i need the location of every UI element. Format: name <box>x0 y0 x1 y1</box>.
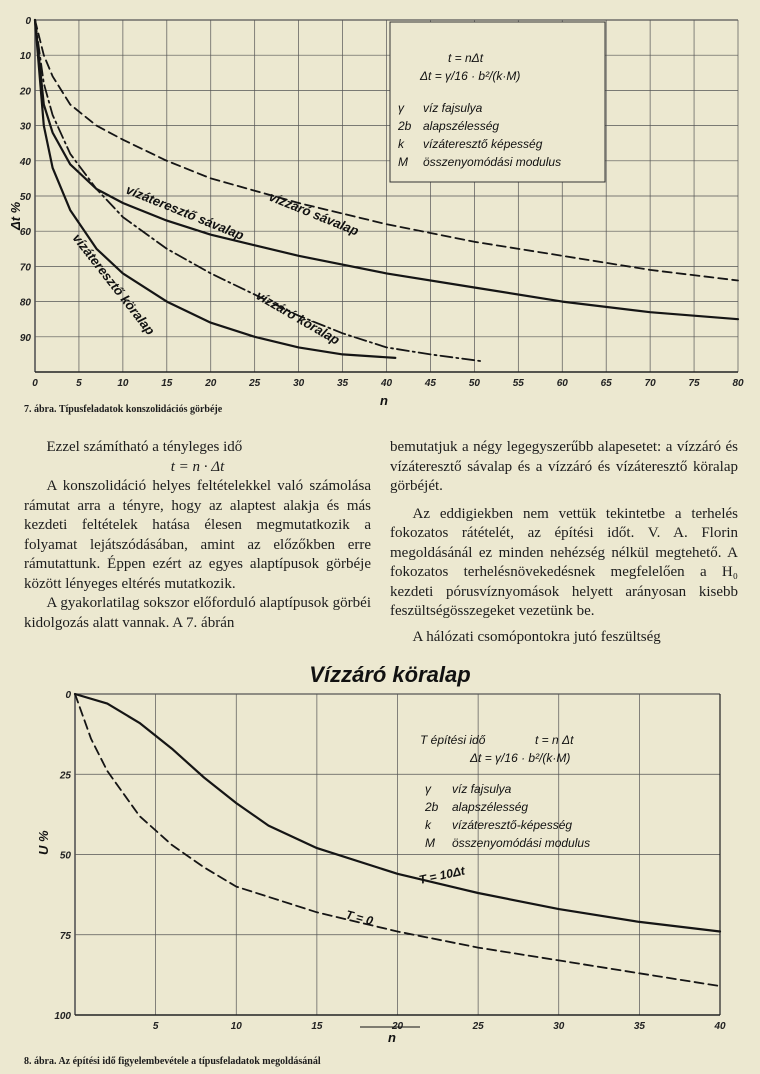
figure-8-grid <box>75 694 720 1015</box>
legend-symbol: M <box>398 155 408 169</box>
x-tick-label: 70 <box>644 378 656 389</box>
y-tick-label: 40 <box>19 156 31 168</box>
legend-symbol: k <box>425 818 431 832</box>
equation: t = n · Δt <box>170 458 225 475</box>
x-tick-label: 35 <box>337 378 349 389</box>
figure-8-caption: 8. ábra. Az építési idő figyelembevétele a típusfeladatok megoldásánál <box>24 1056 321 1067</box>
x-tick-label: 40 <box>714 1021 726 1032</box>
x-tick-label: 60 <box>556 378 568 389</box>
legend-text: vízáteresztő-képesség <box>452 818 573 832</box>
label-vizzaro-koralap: vízzáró köralap <box>253 287 343 348</box>
x-tick-label: 65 <box>600 378 612 389</box>
y-tick-label: 50 <box>59 850 71 862</box>
legend-symbol: k <box>398 137 404 151</box>
x-tick-label: 15 <box>161 378 173 389</box>
y-tick-label: 100 <box>54 1011 71 1022</box>
figure-7-formula-1: t = nΔt <box>448 51 484 65</box>
figure-8-formula-1: t = n Δt <box>535 733 574 747</box>
x-tick-label: 25 <box>472 1021 484 1032</box>
y-tick-label: 20 <box>19 86 31 98</box>
x-tick-label: 5 <box>76 378 82 389</box>
figure-8-formula-2: Δt = γ/16 · b²/(k·M) <box>470 751 571 765</box>
paragraph: bemutatjuk a négy legegyszerűbb alapesetet: a vízzáró és vízáteresztő sávalap és a vízzáró és vízáteresztő köralap görbéjét. <box>390 439 738 494</box>
paragraph: A gyakorlatilag sokszor előforduló alaptípusok görbéi kidolgozás alatt vannak. A 7. ábrán <box>24 595 371 631</box>
x-tick-label: 55 <box>512 378 524 389</box>
figure-7-caption: 7. ábra. Típusfeladatok konszolidációs görbéje <box>24 404 223 415</box>
y-tick-label: 0 <box>65 690 71 701</box>
figure-7-formula-2: Δt = γ/16 · b²/(k·M) <box>420 69 521 83</box>
figure-8-legend <box>424 782 590 850</box>
figure-8-formula <box>420 733 574 765</box>
label-vizzaro-savalap: vízzáró sávalap <box>266 188 361 239</box>
x-tick-label: 15 <box>311 1021 323 1032</box>
legend-text: víz fajsulya <box>452 782 512 796</box>
legend-symbol: γ <box>398 101 404 115</box>
y-tick-label: 50 <box>19 192 31 203</box>
legend-text: víz fajsulya <box>423 101 483 115</box>
x-tick-label: 20 <box>205 378 217 389</box>
y-tick-label: 25 <box>59 770 71 782</box>
label-vizatereszto-savalap: vízáteresztő sávalap <box>123 181 247 243</box>
label-vizatereszto-koralap: vízáteresztő köralap <box>69 230 158 338</box>
x-tick-label: 45 <box>424 378 436 389</box>
y-tick-label: 0 <box>25 16 31 27</box>
y-tick-label: 75 <box>59 930 71 942</box>
x-tick-label: 30 <box>293 378 305 389</box>
x-tick-label: 80 <box>732 378 744 389</box>
text-column-right <box>390 438 738 647</box>
y-tick-label: 30 <box>19 121 31 133</box>
legend-symbol: 2b <box>425 800 439 814</box>
x-tick-label: 40 <box>380 378 393 389</box>
figure-7-x-axis-label: n <box>380 393 388 408</box>
x-tick-label: 35 <box>633 1021 645 1032</box>
figure-8-title: Vízzáró köralap <box>309 662 471 687</box>
y-tick-label: 60 <box>19 227 31 239</box>
legend-symbol: 2b <box>398 119 412 133</box>
paragraph: A hálózati csomópontokra jutó feszültség <box>412 628 661 645</box>
x-tick-label: 5 <box>152 1021 159 1032</box>
figure-8-chart <box>0 650 760 1074</box>
paragraph: Az eddigiekben nem vettük tekintetbe a terhelés fokozatos rátételét, az építési időt. V. A. Florin megoldásánál ez minden nehézség nélkül megtehető. A fokozatos terhelésnövekedésnek megfelelően a H₀ kezdeti pórusvíznyomások helyett arányosan kisebb feszültségösszegeket vezetünk be. <box>390 505 738 619</box>
x-tick-label: 10 <box>230 1021 242 1032</box>
x-tick-label: 20 <box>391 1021 404 1032</box>
text-column-left <box>24 438 371 633</box>
x-tick-label: 25 <box>249 378 261 389</box>
figure-8-tick-labels <box>54 690 726 1032</box>
paragraph: A konszolidáció helyes feltételekkel való számolása rámutat arra a tényre, hogy az alaptest alakja és más kezdeti feltételek hatása élesen megmutatkozik a folyamat lejátszódásában, amint az előzőkben erre rámutattunk. Éppen ezért az egyes alaptípusok görbéje között lényeges eltérés mutatkozik. <box>24 478 371 592</box>
x-tick-label: 0 <box>32 378 38 389</box>
figure-8-y-axis-label: U % <box>36 830 51 855</box>
label-t10: T = 10Δt <box>417 863 467 887</box>
figure-7-chart <box>0 0 760 420</box>
series-line-4 <box>35 20 395 358</box>
figure-7-tick-labels <box>19 16 744 389</box>
legend-text: összenyomódási modulus <box>423 155 562 169</box>
x-tick-label: 30 <box>553 1021 565 1032</box>
y-tick-label: 70 <box>19 262 31 274</box>
paragraph: Ezzel számítható a tényleges idő <box>46 439 243 455</box>
y-tick-label: 10 <box>19 51 31 63</box>
legend-text: összenyomódási modulus <box>452 836 591 850</box>
figure-7-y-axis-label: Δt % <box>8 201 23 230</box>
legend-text: vízáteresztő képesség <box>423 137 543 151</box>
figure-8-x-axis-label: n <box>388 1030 396 1045</box>
y-tick-label: 90 <box>19 332 31 344</box>
figure-8-formula-prefix: T építési idő <box>420 733 486 747</box>
x-tick-label: 75 <box>688 378 700 389</box>
x-tick-label: 50 <box>468 378 480 389</box>
legend-symbol: M <box>425 836 435 850</box>
legend-text: alapszélesség <box>423 119 500 133</box>
label-t0: T = 0 <box>344 907 375 929</box>
y-tick-label: 80 <box>19 297 31 309</box>
x-tick-label: 10 <box>117 378 129 389</box>
legend-text: alapszélesség <box>452 800 529 814</box>
legend-symbol: γ <box>425 782 431 796</box>
